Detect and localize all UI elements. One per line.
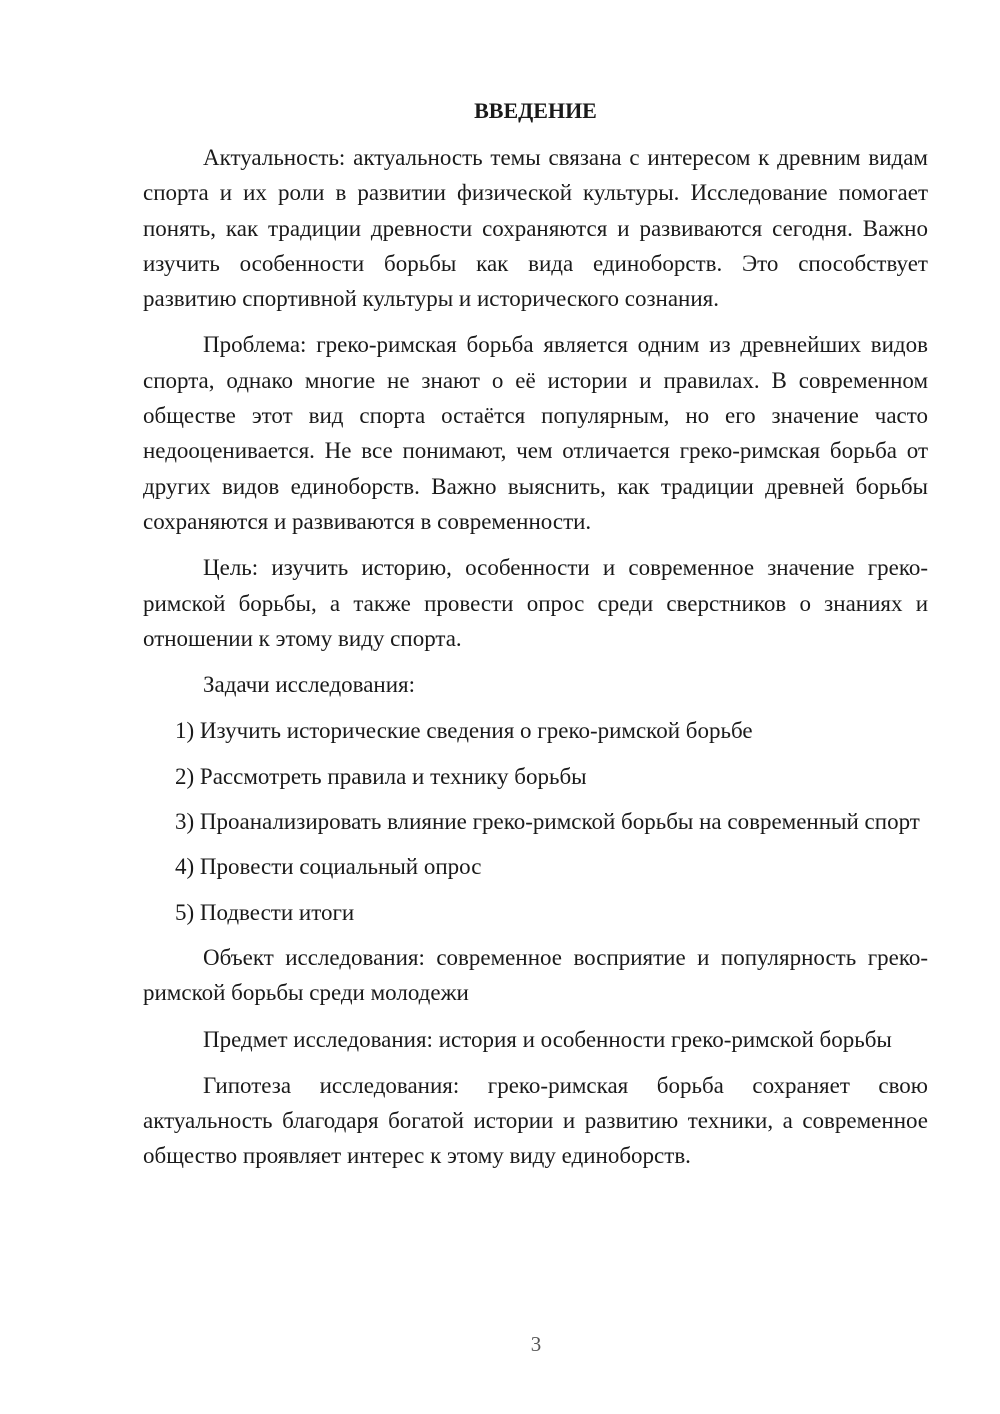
page-number: 3 <box>530 1332 542 1356</box>
task-item-4: 4) Провести социальный опрос <box>175 854 482 880</box>
task-item-3: 3) Проанализировать влияние греко-римской борьбы на современный спорт <box>175 809 920 835</box>
hypothesis-paragraph: Гипотеза исследования: греко-римская борьба сохраняет свою актуальность благодаря богатой истории и развитию техники, а современное общество проявляет интерес к этому виду единоборств. <box>143 1072 928 1169</box>
relevance-paragraph: Актуальность: актуальность темы связана с интересом к древним видам спорта и их роли в развитии физической культуры. Исследование помогает понять, как традиции древности сохраняются и развиваются сегодня. Важно изучить особенности борьбы как вида единоборств. Это способствует развитию спортивной культуры и исторического сознания. <box>143 145 928 312</box>
tasks-heading: Задачи исследования: <box>203 672 416 698</box>
goal-paragraph: Цель: изучить историю, особенности и современное значение греко-римской борьбы, а также провести опрос среди сверстников о знаниях и отношении к этому виду спорта. <box>143 555 928 651</box>
page-content <box>143 93 928 1185</box>
problem-paragraph: Проблема: греко-римская борьба является одним из древнейших видов спорта, однако многие не знают о её истории и правилах. В современном обществе этот вид спорта остаётся популярным, но его значение часто недооценивается. Не все понимают, чем отличается греко-римская борьба от других видов единоборств. Важно выяснить, как традиции древней борьбы сохраняются и развиваются в современности. <box>143 332 928 534</box>
object-paragraph: Объект исследования: современное восприятие и популярность греко-римской борьбы среди молодежи <box>143 944 928 1006</box>
task-item-2: 2) Рассмотреть правила и технику борьбы <box>175 763 587 789</box>
task-item-1: 1) Изучить исторические сведения о греко-римской борьбе <box>175 718 753 744</box>
task-item-5: 5) Подвести итоги <box>175 899 355 925</box>
subject-paragraph: Предмет исследования: история и особенности греко-римской борьбы <box>203 1026 892 1052</box>
page-title: ВВЕДЕНИЕ <box>474 98 597 123</box>
